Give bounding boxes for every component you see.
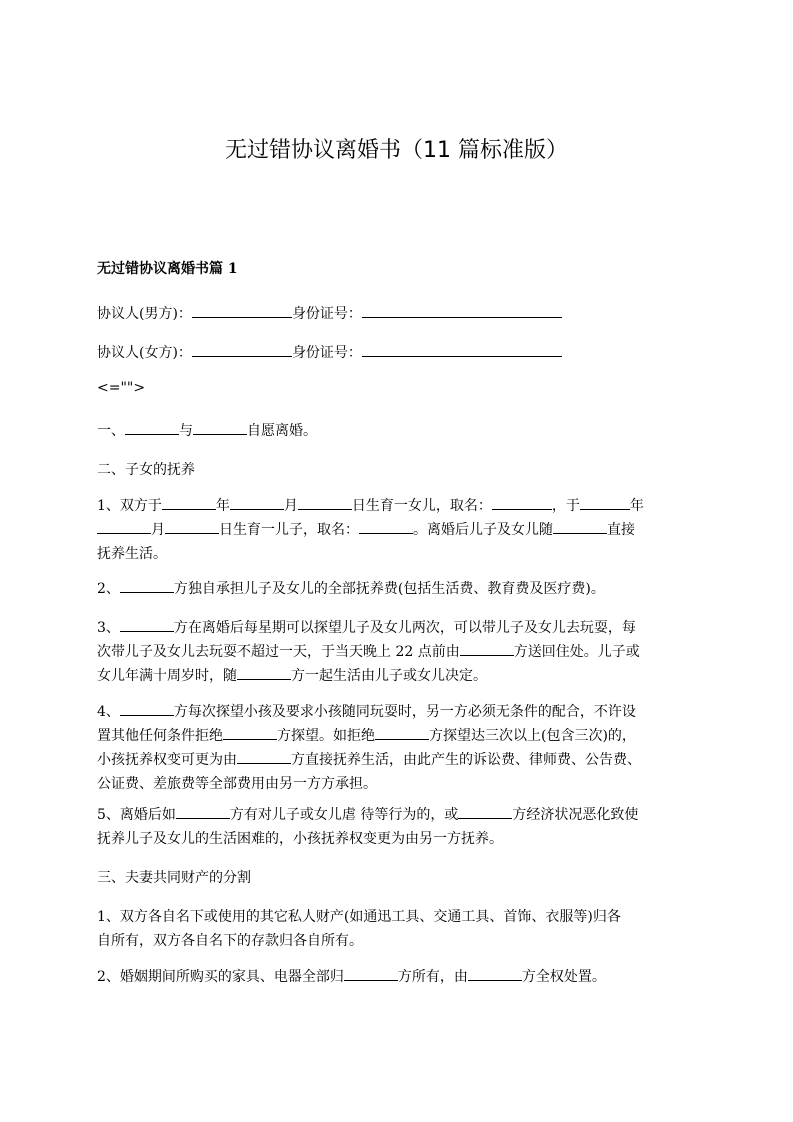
paragraph: 抚养生活。: [97, 546, 167, 562]
paragraph: [97, 640, 705, 664]
paragraph: [97, 700, 705, 724]
blank: [192, 341, 292, 357]
text: 日生育一女儿，取名：: [351, 498, 492, 514]
text: 女儿年满十周岁时，随: [97, 668, 237, 684]
blank: [176, 803, 230, 819]
blank: [359, 518, 413, 534]
paragraph: 自所有，双方各自名下的存款归各自所有。: [97, 933, 363, 949]
blank: [468, 965, 522, 981]
text: 一、: [97, 423, 125, 439]
paragraph: [97, 494, 705, 518]
blank: [362, 341, 562, 357]
label: 协议人(女方)：: [97, 345, 192, 361]
heading-property: 三、夫妻共同财产的分割: [97, 870, 251, 886]
text: 方所有，由: [397, 969, 468, 985]
blank: [237, 664, 291, 680]
blank: [298, 494, 352, 510]
paragraph: [97, 724, 705, 748]
blank: [230, 494, 284, 510]
text: 年: [215, 498, 230, 514]
section-heading: 无过错协议离婚书篇 1: [97, 261, 238, 277]
blank: [162, 494, 216, 510]
man-line: [97, 302, 705, 326]
paragraph: 公证费、差旅费等全部费用由另一方方承担。: [97, 776, 377, 792]
text: 置其他任何条件拒绝: [97, 728, 223, 744]
code-line: <="">: [97, 380, 146, 396]
text: 5、离婚后如: [97, 807, 176, 823]
paragraph: [97, 419, 705, 443]
text: 与: [179, 423, 193, 439]
document-title: 无过错协议离婚书（11 篇标准版）: [225, 138, 568, 163]
blank: [492, 494, 552, 510]
text: 方每次探望小孩及要求小孩随同玩耍时，另一方必须无条件的配合，不许设: [173, 704, 636, 720]
text: 4、: [97, 704, 120, 720]
blank: [120, 616, 174, 632]
blank: [165, 518, 219, 534]
text: 月: [283, 498, 298, 514]
blank: [125, 419, 179, 435]
text: 方探望。如拒绝: [277, 728, 375, 744]
text: 3、: [97, 620, 120, 636]
text: 年: [629, 498, 644, 514]
text: 直接: [607, 522, 635, 538]
blank: [362, 302, 562, 318]
blank: [344, 965, 398, 981]
woman-line: [97, 341, 705, 365]
text: 方直接抚养生活，由此产生的诉讼费、律师费、公告费、: [291, 752, 641, 768]
text: 小孩抚养权变可更为由: [97, 752, 237, 768]
blank: [120, 700, 174, 716]
text: 日生育一儿子，取名：: [219, 522, 359, 538]
text: 方经济状况恶化致使: [512, 807, 639, 823]
paragraph: [97, 577, 705, 601]
blank: [458, 803, 512, 819]
paragraph: 1、双方各自名下或使用的其它私人财产(如通迅工具、交通工具、首饰、衣服等)归各: [97, 909, 621, 925]
text: 方一起生活由儿子或女儿决定。: [291, 668, 487, 684]
blank: [375, 724, 429, 740]
text: 2、婚姻期间所购买的家具、电器全部归: [97, 969, 344, 985]
blank: [120, 577, 174, 593]
text: 方送回住处。儿子或: [513, 644, 640, 660]
paragraph: [97, 803, 705, 827]
label: 身份证号：: [291, 345, 362, 361]
text: 方独自承担儿子及女儿的全部抚养费(包括生活费、教育费及医疗费)。: [173, 581, 605, 597]
text: 自愿离婚。: [247, 423, 317, 439]
blank: [223, 724, 277, 740]
blank: [553, 518, 607, 534]
label: 协议人(男方)：: [97, 306, 192, 322]
paragraph: [97, 664, 705, 688]
label: 身份证号：: [291, 306, 362, 322]
blank: [97, 518, 151, 534]
text: 月: [151, 522, 165, 538]
text: ，于: [551, 498, 580, 514]
paragraph: [97, 965, 705, 989]
text: 方在离婚后每星期可以探望儿子及女儿两次，可以带儿子及女儿去玩耍，每: [173, 620, 636, 636]
paragraph: [97, 616, 705, 640]
text: 次带儿子及女儿去玩耍不超过一天，于当天晚上 22 点前由: [97, 644, 460, 660]
paragraph: [97, 518, 705, 542]
text: 2、: [97, 581, 120, 597]
text: 1、双方于: [97, 498, 162, 514]
blank: [192, 302, 292, 318]
paragraph: [97, 748, 705, 772]
heading-children: 二、子女的抚养: [97, 462, 195, 478]
blank: [580, 494, 630, 510]
blank: [193, 419, 247, 435]
blank: [237, 748, 291, 764]
text: 方有对儿子或女儿虐 待等行为的，或: [229, 807, 459, 823]
paragraph: 抚养儿子及女儿的生活困难的，小孩抚养权变更为由另一方抚养。: [97, 831, 503, 847]
text: 。离婚后儿子及女儿随: [413, 522, 553, 538]
text: 方探望达三次以上(包含三次)的，: [429, 728, 636, 744]
blank: [460, 640, 514, 656]
text: 方全权处置。: [521, 969, 606, 985]
